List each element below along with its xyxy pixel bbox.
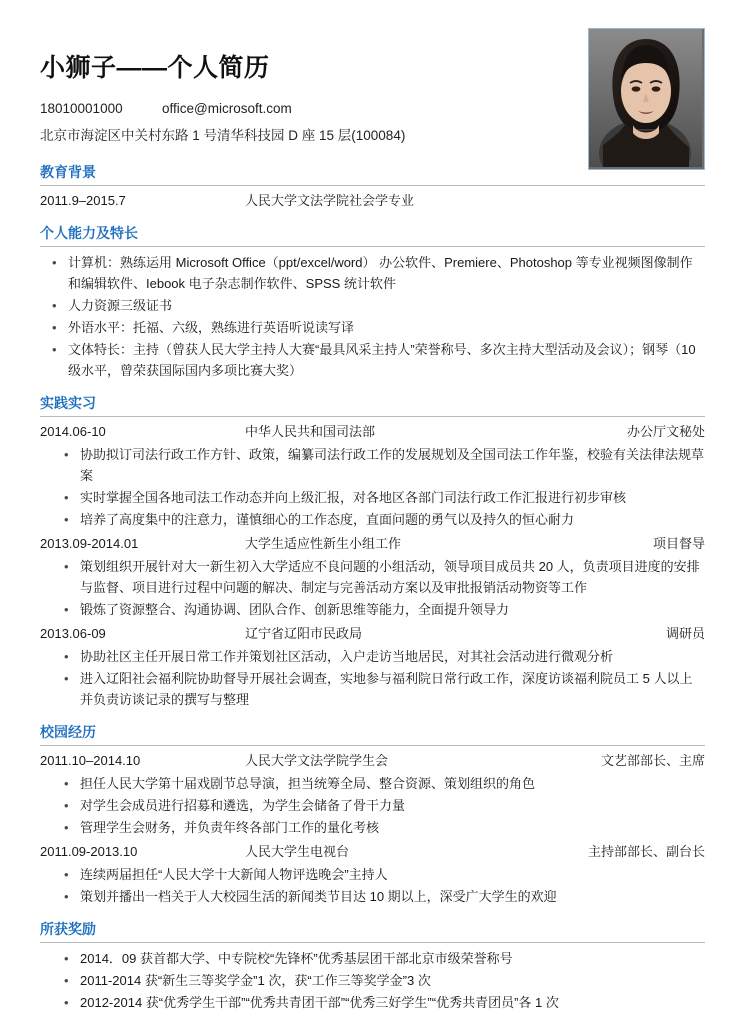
experience-entry: [40, 842, 705, 907]
experience-role: 主持部部长、副台长: [587, 844, 705, 859]
resume-content: [40, 0, 705, 1017]
list-item: • 人力资源三级证书: [40, 295, 705, 316]
section-divider: [40, 246, 705, 247]
section-title-skills: 个人能力及特长: [40, 225, 138, 241]
section-skills: [40, 223, 705, 381]
experience-date: 2011.10–2014.10: [40, 753, 141, 768]
awards-list: [40, 948, 705, 1013]
section-divider: [40, 185, 705, 186]
list-item: • 文体特长：主持（曾获人民大学主持人大赛“最具风采主持人”荣誉称号、多次主持大型活动及会议）；钢琴（10 级水平，曾荣获国际国内多项比赛大奖）: [40, 339, 705, 381]
contact-line: [40, 101, 292, 116]
list-item: • 协助拟订司法行政工作方针、政策，编纂司法行政工作的发展规划及全国司法工作年鉴，校验有关法律法规草案: [40, 444, 705, 486]
experience-header: [40, 842, 705, 862]
skills-list: [40, 252, 705, 381]
experience-org: 人民大学生电视台: [245, 844, 350, 859]
experience-role: 调研员: [665, 626, 705, 641]
experience-date: 2013.06-09: [40, 626, 106, 641]
experience-bullets: [40, 864, 705, 907]
education-org: 人民大学文法学院社会学专业: [245, 193, 415, 208]
list-item: • 锻炼了资源整合、沟通协调、团队合作、创新思维等能力，全面提升领导力: [40, 599, 705, 620]
experience-entry: [40, 534, 705, 620]
experience-role: 办公厅文秘处: [626, 424, 705, 439]
list-item: • 进入辽阳社会福利院协助督导开展社会调查，实地参与福利院日常行政工作，深度访谈福利院员工 5 人以上并负责访谈记录的撰写与整理: [40, 668, 705, 710]
resume-header: [40, 0, 705, 150]
experience-role: 文艺部部长、主席: [600, 753, 705, 768]
experience-entry: [40, 422, 705, 530]
section-divider: [40, 942, 705, 943]
list-item: • 对学生会成员进行招募和遴选，为学生会储备了骨干力量: [40, 795, 705, 816]
phone-number: 18010001000: [40, 101, 123, 116]
list-item: • 协助社区主任开展日常工作并策划社区活动，入户走访当地居民，对其社会活动进行微观分析: [40, 646, 705, 667]
experience-header: [40, 422, 705, 442]
section-practice: [40, 393, 705, 710]
section-campus: [40, 722, 705, 907]
list-item: • 连续两届担任“人民大学十大新闻人物评选晚会”主持人: [40, 864, 705, 885]
page-title: 小狮子——个人简历: [40, 54, 270, 82]
experience-org: 大学生适应性新生小组工作: [245, 536, 402, 551]
section-awards: [40, 919, 705, 1013]
section-title-awards: 所获奖励: [40, 921, 96, 937]
list-item: • 策划并播出一档关于人大校园生活的新闻类节目达 10 期以上，深受广大学生的欢迎: [40, 886, 705, 907]
list-item: • 外语水平：托福、六级，熟练进行英语听说读写译: [40, 317, 705, 338]
experience-date: 2011.09-2013.10: [40, 844, 138, 859]
experience-org: 人民大学文法学院学生会: [245, 753, 389, 768]
email-address: office@microsoft.com: [162, 101, 292, 116]
experience-role: 项目督导: [652, 536, 705, 551]
experience-entry: [40, 624, 705, 710]
education-row: [40, 191, 705, 211]
experience-bullets: [40, 444, 705, 530]
list-item: • 担任人民大学第十届戏剧节总导演，担当统筹全局、整合资源、策划组织的角色: [40, 773, 705, 794]
list-item: • 2014．09 获首都大学、中专院校“先锋杯”优秀基层团干部北京市级荣誉称号: [40, 948, 705, 969]
portrait-photo-icon: [589, 29, 702, 167]
experience-date: 2014.06-10: [40, 424, 106, 439]
experience-org: 辽宁省辽阳市民政局: [245, 626, 363, 641]
list-item: • 计算机：熟练运用 Microsoft Office（ppt/excel/word） 办公软件、Premiere、Photoshop 等专业视频图像制作和编辑软件、Iebook 电子杂志制作软件、SPSS 统计软件: [40, 252, 705, 294]
experience-bullets: [40, 556, 705, 620]
section-title-practice: 实践实习: [40, 395, 96, 411]
list-item: • 实时掌握全国各地司法工作动态并向上级汇报，对各地区各部门司法行政工作汇报进行初步审核: [40, 487, 705, 508]
section-divider: [40, 416, 705, 417]
list-item: • 策划组织开展针对大一新生初入大学适应不良问题的小组活动，领导项目成员共 20 人，负责项目进度的安排与监督、项目进行过程中问题的解决、制定与完善活动方案以及审批报销活动物资等工作: [40, 556, 705, 598]
avatar: [588, 28, 705, 170]
list-item: • 2012-2014 获“优秀学生干部”“优秀共青团干部”“优秀三好学生”“优秀共青团员”各 1 次: [40, 992, 705, 1013]
section-divider: [40, 745, 705, 746]
experience-entry: [40, 751, 705, 838]
list-item: • 培养了高度集中的注意力，谨慎细心的工作态度，直面问题的勇气以及持久的恒心耐力: [40, 509, 705, 530]
list-item: • 管理学生会财务，并负责年终各部门工作的量化考核: [40, 817, 705, 838]
section-title-education: 教育背景: [40, 164, 96, 180]
experience-bullets: [40, 773, 705, 838]
experience-date: 2013.09-2014.01: [40, 536, 139, 551]
list-item: • 2011-2014 获“新生三等奖学金”1 次，获“工作三等奖学金”3 次: [40, 970, 705, 991]
experience-org: 中华人民共和国司法部: [245, 424, 376, 439]
section-title-campus: 校园经历: [40, 724, 96, 740]
experience-header: [40, 751, 705, 771]
address-line: 北京市海淀区中关村东路 1 号清华科技园 D 座 15 层(100084): [40, 128, 406, 143]
experience-bullets: [40, 646, 705, 710]
experience-header: [40, 624, 705, 644]
experience-header: [40, 534, 705, 554]
education-date: 2011.9–2015.7: [40, 193, 126, 208]
